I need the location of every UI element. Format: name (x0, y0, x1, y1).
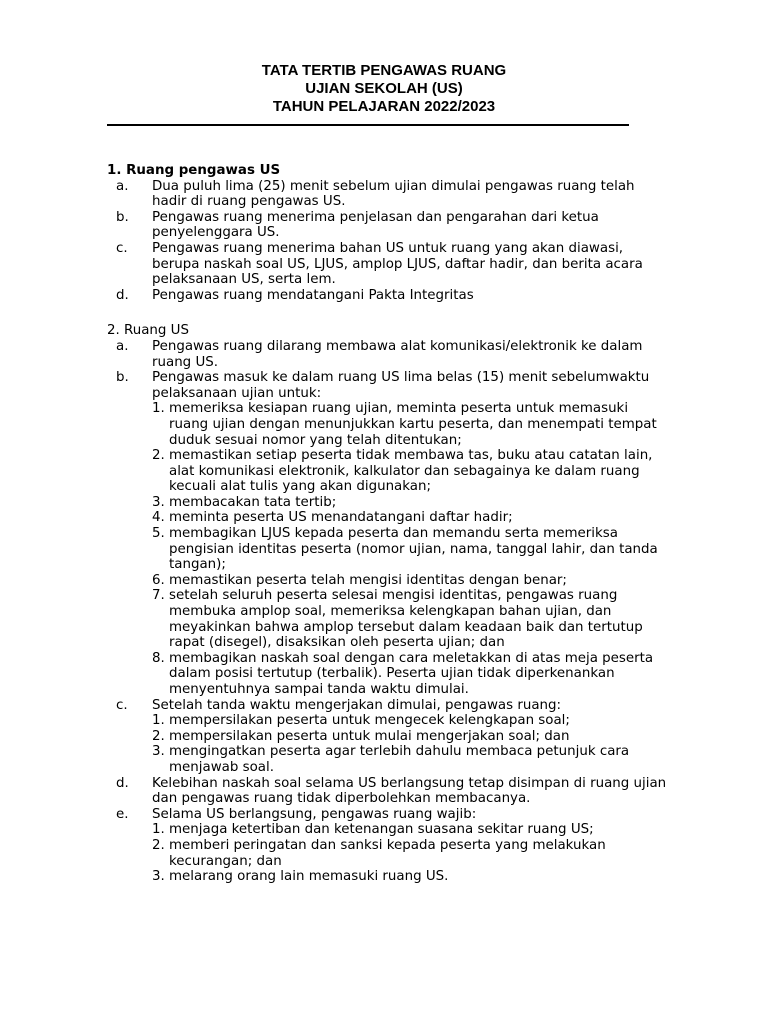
sub-item-number: 2. (152, 728, 165, 744)
item-body (152, 807, 667, 885)
sub-item (152, 838, 667, 869)
item-marker: c. (116, 240, 128, 256)
sub-item-text: membagikan naskah soal dengan cara meletakkan di atas meja peserta dalam posisi tertutup (terbalik). Peserta ujian tidak diperkenankan menyentuhnya sampai tanda waktu dimulai. (169, 650, 654, 697)
item-text: Pengawas ruang mendatangani Pakta Integritas (152, 287, 474, 303)
section-title: 2. Ruang US (107, 323, 189, 339)
item-body (152, 370, 667, 697)
sub-item (152, 448, 667, 495)
item-body (152, 776, 667, 807)
item-text: Pengawas ruang dilarang membawa alat komunikasi/elektronik ke dalam ruang US. (152, 338, 643, 370)
sub-item (152, 651, 667, 698)
list-item (107, 339, 667, 370)
sub-item (152, 495, 667, 511)
sub-item (152, 869, 667, 885)
sub-item-text: memastikan peserta telah mengisi identitas dengan benar; (169, 572, 567, 588)
item-marker: b. (116, 370, 129, 386)
sub-item-text: memeriksa kesiapan ruang ujian, meminta peserta untuk memasuki ruang ujian dengan menunjukkan kartu peserta, dan menempati tempat duduk sesuai nomor yang telah ditentukan; (169, 401, 657, 448)
item-text: Pengawas ruang menerima penjelasan dan pengarahan dari ketua penyelenggara US. (152, 209, 599, 241)
item-marker: b. (116, 209, 129, 225)
sub-item-number: 1. (152, 401, 165, 417)
sub-item-number: 6. (152, 572, 165, 588)
item-text: Pengawas ruang menerima bahan US untuk ruang yang akan diawasi, berupa naskah soal US, LJUS, amplop LJUS, daftar hadir, dan berita acara pelaksanaan US, serta lem. (152, 240, 643, 288)
sub-item-text: setelah seluruh peserta selesai mengisi identitas, pengawas ruang membuka amplop soal, memeriksa kelengkapan bahan ujian, dan meyakinkan bahwa amplop tersebut dalam keadaan baik dan tertutup rapat (disegel), disaksikan oleh peserta ujian; dan (169, 588, 643, 651)
sub-item (152, 822, 667, 838)
sub-item (152, 588, 667, 650)
sub-item (152, 744, 667, 775)
document-header (0, 62, 768, 116)
sub-item (152, 526, 667, 573)
sub-item-number: 4. (152, 510, 165, 526)
sub-item (152, 573, 667, 589)
list-item (107, 807, 667, 885)
item-marker: d. (116, 775, 129, 791)
item-marker: a. (116, 338, 129, 354)
item-text: Selama US berlangsung, pengawas ruang wajib: (152, 806, 477, 822)
list-item (107, 370, 667, 697)
section-title: 1. Ruang pengawas US (107, 163, 281, 178)
list-item (107, 210, 667, 241)
sub-item-number: 3. (152, 869, 165, 885)
sub-item-text: mempersilakan peserta untuk mulai mengerjakan soal; dan (169, 728, 570, 744)
sub-item-number: 8. (152, 650, 165, 666)
header-subtitle: UJIAN SEKOLAH (US) (305, 80, 463, 97)
sub-item-number: 2. (152, 448, 165, 464)
sub-item-text: memberi peringatan dan sanksi kepada peserta yang melakukan kecurangan; dan (169, 837, 606, 869)
item-marker: d. (116, 287, 129, 303)
sub-item-number: 3. (152, 494, 165, 510)
item-body (152, 241, 667, 288)
item-text: Setelah tanda waktu mengerjakan dimulai, pengawas ruang: (152, 697, 562, 713)
item-body (152, 339, 667, 370)
item-marker: c. (116, 697, 128, 713)
list-item (107, 179, 667, 210)
section (107, 323, 667, 884)
header-divider (107, 124, 629, 126)
sub-item (152, 713, 667, 729)
list-item (107, 776, 667, 807)
sub-item-text: mengingatkan peserta agar terlebih dahulu membaca petunjuk cara menjawab soal. (169, 744, 630, 775)
sub-item (152, 729, 667, 745)
sub-item-number: 3. (152, 744, 165, 760)
item-text: Dua puluh lima (25) menit sebelum ujian dimulai pengawas ruang telah hadir di ruang pengawas US. (152, 178, 635, 210)
header-year: TAHUN PELAJARAN 2022/2023 (272, 98, 496, 115)
item-text: Pengawas masuk ke dalam ruang US lima belas (15) menit sebelumwaktu pelaksanaan ujian untuk: (152, 370, 650, 401)
sub-item-text: memastikan setiap peserta tidak membawa tas, buku atau catatan lain, alat komunikasi elektronik, kalkulator dan sebagainya ke dalam ruang kecuali alat tulis yang akan digunakan; (169, 448, 653, 495)
list-item (107, 288, 667, 304)
item-body (152, 698, 667, 776)
section (107, 163, 667, 303)
item-body (152, 179, 667, 210)
sub-item-text: meminta peserta US menandatangani daftar hadir; (169, 510, 513, 526)
item-body (152, 210, 667, 241)
sub-item-text: melarang orang lain memasuki ruang US. (169, 869, 449, 885)
document-body (107, 163, 667, 905)
sub-item-text: menjaga ketertiban dan ketenangan suasana sekitar ruang US; (169, 822, 594, 838)
sub-item-text: membacakan tata tertib; (169, 494, 337, 510)
sub-item-number: 5. (152, 526, 165, 542)
list-item (107, 698, 667, 776)
list-item (107, 241, 667, 288)
sub-item-number: 7. (152, 588, 165, 604)
item-text: Kelebihan naskah soal selama US berlangsung tetap disimpan di ruang ujian dan pengawas ruang tidak diperbolehkan membacanya. (152, 775, 667, 807)
sub-item (152, 510, 667, 526)
sub-item (152, 401, 667, 448)
sub-item-number: 2. (152, 837, 165, 853)
header-title: TATA TERTIB PENGAWAS RUANG (261, 62, 507, 79)
item-body (152, 288, 667, 304)
sub-item-text: mempersilakan peserta untuk mengecek kelengkapan soal; (169, 713, 570, 729)
item-marker: e. (116, 806, 129, 822)
item-marker: a. (116, 178, 129, 194)
sub-item-text: membagikan LJUS kepada peserta dan memandu serta memeriksa pengisian identitas peserta (nomor ujian, nama, tanggal lahir, dan tanda tangan); (169, 526, 658, 573)
sub-item-number: 1. (152, 822, 165, 838)
sub-item-number: 1. (152, 713, 165, 729)
